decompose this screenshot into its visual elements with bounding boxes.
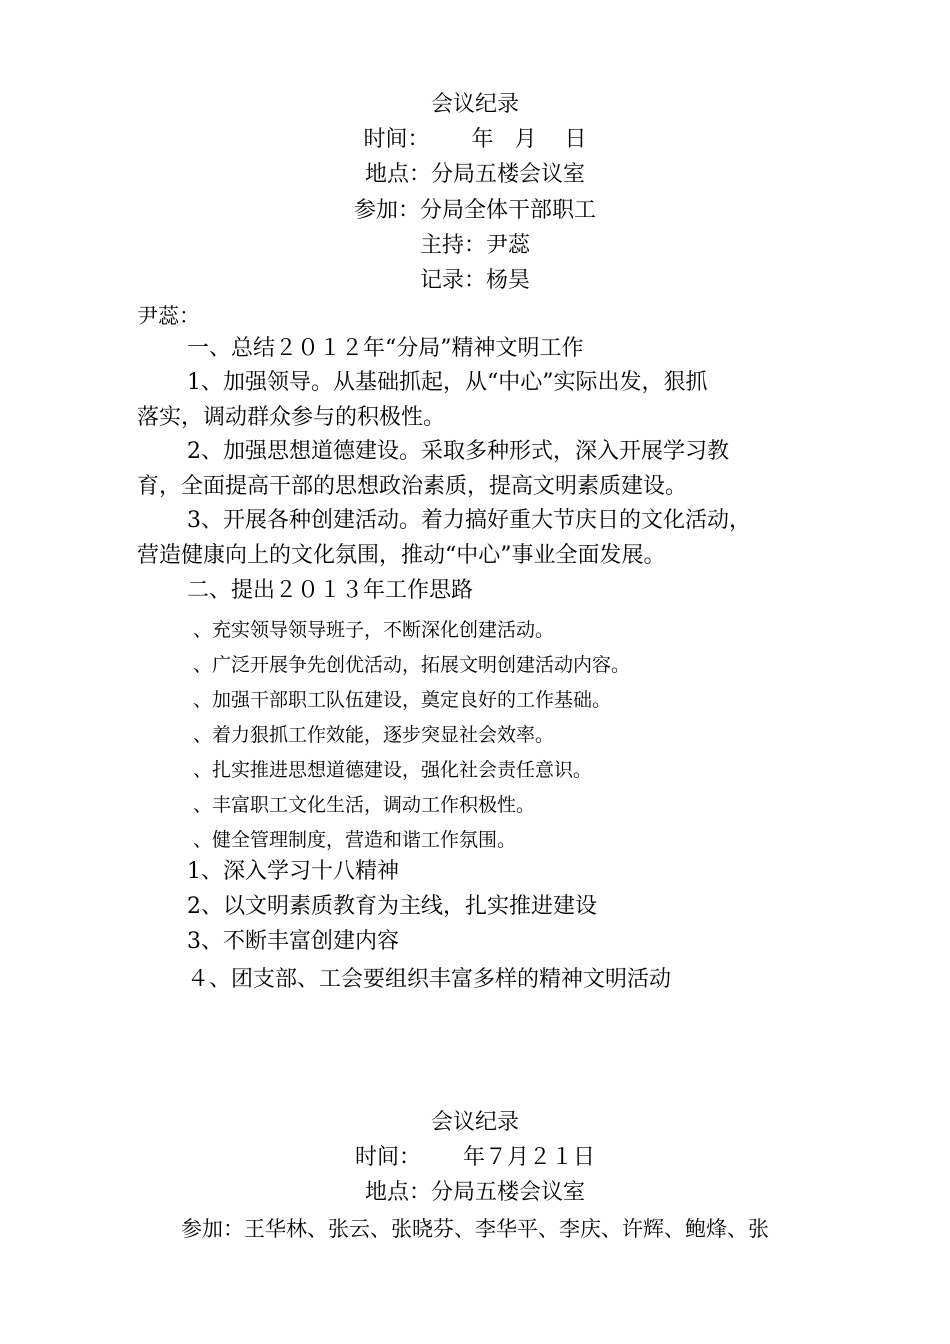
paragraph-1-line-1: 1、加强领导。从基础抓起，从“中心”实际出发，狠抓 (187, 370, 708, 395)
speaker-label: 尹蕊： (137, 304, 200, 328)
minutes-title: 会议纪录 (430, 92, 519, 117)
paragraph-1-line-2: 落实，调动群众参与的积极性。 (137, 405, 446, 430)
meeting-place-2: 地点：分局五楼会议室 (364, 1180, 585, 1205)
list-item: 、广泛开展争先创优活动，拓展文明创建活动内容。 (193, 654, 631, 676)
minutes-title-2: 会议纪录 (430, 1110, 519, 1135)
meeting-place: 地点：分局五楼会议室 (364, 162, 585, 187)
list-item: 、加强干部职工队伍建设，奠定良好的工作基础。 (193, 689, 612, 711)
list-item: 、扎实推进思想道德建设，强化社会责任意识。 (193, 759, 593, 781)
meeting-attendees-2: 参加：王华林、张云、张晓芬、李华平、李庆、许辉、鲍烽、张 (181, 1217, 769, 1241)
paragraph-2-line-2: 育，全面提高干部的思想政治素质，提高文明素质建设。 (137, 474, 688, 499)
list-item: 、丰富职工文化生活，调动工作积极性。 (193, 794, 536, 816)
paragraph-3-line-1: 3、开展各种创建活动。着力搞好重大节庆日的文化活动， (187, 508, 751, 533)
section-heading-1: 一、总结２０１２年“分局”精神文明工作 (187, 336, 584, 361)
list-item: 、充实领导领导班子，不断深化创建活动。 (193, 619, 555, 641)
list-item: 、健全管理制度，营造和谐工作氛围。 (193, 829, 517, 851)
section-heading-2: 二、提出２０１３年工作思路 (187, 578, 474, 603)
list-item: 、着力狠抓工作效能，逐步突显社会效率。 (193, 724, 555, 746)
meeting-host: 主持：尹蕊 (419, 233, 530, 258)
numbered-item-2: 2、以文明素质教育为主线，扎实推进建设 (187, 894, 597, 919)
meeting-time-2: 时间： 年７月２１日 (355, 1145, 595, 1170)
meeting-attendees: 参加：分局全体干部职工 (353, 198, 596, 223)
meeting-recorder: 记录：杨昊 (419, 268, 530, 293)
numbered-item-1: 1、深入学习十八精神 (187, 859, 399, 884)
numbered-item-4: ４、团支部、工会要组织丰富多样的精神文明活动 (187, 967, 672, 992)
meeting-time: 时间： 年 月 日 (363, 127, 587, 152)
paragraph-3-line-2: 营造健康向上的文化氛围，推动“中心”事业全面发展。 (137, 543, 666, 568)
numbered-item-3: 3、不断丰富创建内容 (187, 929, 399, 954)
paragraph-2-line-1: 2、加强思想道德建设。采取多种形式，深入开展学习教 (187, 439, 729, 464)
